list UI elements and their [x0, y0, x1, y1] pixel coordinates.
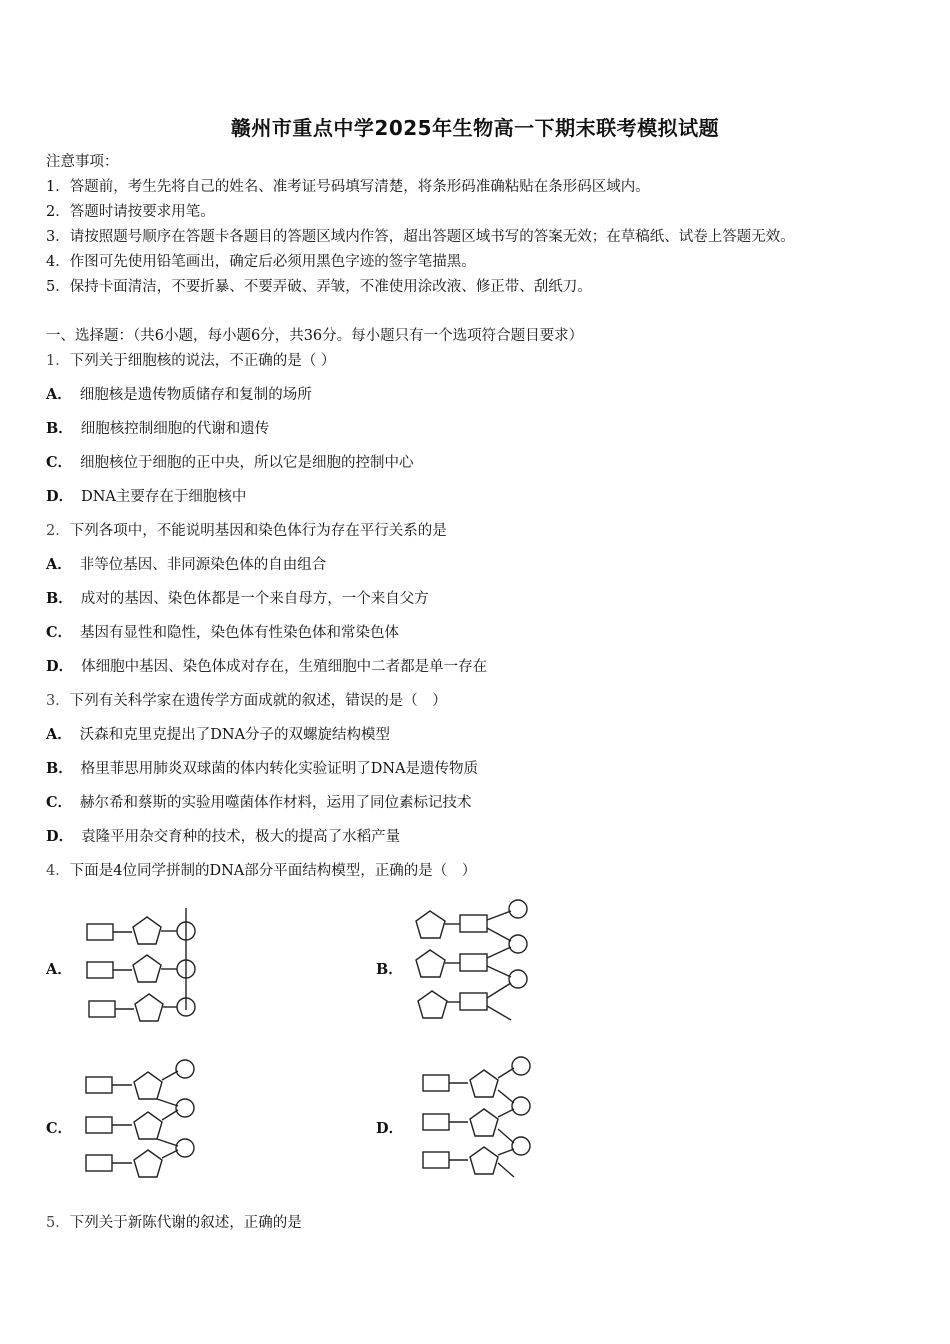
question-number: 3．	[46, 693, 70, 709]
question-3	[46, 691, 447, 711]
question-stem: 下面是4位同学拼制的DNA部分平面结构模型，正确的是（ ）	[69, 863, 477, 879]
question-stem: 下列各项中，不能说明基因和染色体行为存在平行关系的是	[69, 523, 447, 539]
option-label: D．	[46, 658, 74, 675]
dna-model-d	[420, 1055, 550, 1185]
option-label: B．	[46, 420, 73, 437]
option-2d	[46, 657, 487, 677]
option-3d	[46, 827, 400, 847]
figure-label-c: C．	[46, 1120, 73, 1137]
option-text: 细胞核位于细胞的正中央，所以它是细胞的控制中心	[80, 455, 414, 471]
option-text: 非等位基因、非同源染色体的自由组合	[79, 557, 327, 573]
note-item: 4．作图可先使用铅笔画出，确定后必须用黑色字迹的签字笔描黑。	[46, 254, 476, 270]
question-number: 1．	[46, 353, 70, 369]
option-label: C．	[46, 454, 73, 471]
dna-model-b	[410, 898, 540, 1028]
question-stem: 下列关于新陈代谢的叙述，正确的是	[69, 1215, 302, 1231]
figure-label-d: D．	[376, 1120, 404, 1137]
option-text: 基因有显性和隐性，染色体有性染色体和常染色体	[80, 625, 400, 641]
option-2c	[46, 623, 399, 643]
note-item: 5．保持卡面清洁，不要折暴、不要弄破、弄皱，不准使用涂改液、修正带、刮纸刀。	[46, 279, 592, 295]
question-4	[46, 861, 476, 881]
option-label: C．	[46, 624, 73, 641]
option-text: 袁隆平用杂交育种的技术，极大的提高了水稻产量	[81, 829, 401, 845]
option-label: B．	[46, 590, 73, 607]
figure-label-b: B．	[376, 961, 403, 978]
option-label: B．	[46, 760, 73, 777]
question-stem: 下列有关科学家在遗传学方面成就的叙述，错误的是（ ）	[69, 693, 447, 709]
option-text: 成对的基因、染色体都是一个来自母方，一个来自父方	[80, 591, 429, 607]
note-item: 3．请按照题号顺序在答题卡各题目的答题区域内作答，超出答题区域书写的答案无效；在草稿纸、试卷上答题无效。	[46, 229, 795, 245]
option-label: A．	[46, 726, 72, 743]
option-2a	[46, 555, 326, 575]
figure-label-a: A．	[46, 961, 72, 978]
option-3c	[46, 793, 472, 813]
question-stem: 下列关于细胞核的说法，不正确的是（ ）	[69, 353, 336, 369]
question-number: 4．	[46, 863, 70, 879]
option-text: 沃森和克里克提出了DNA分子的双螺旋结构模型	[79, 727, 391, 743]
option-text: 体细胞中基因、染色体成对存在，生殖细胞中二者都是单一存在	[81, 659, 488, 675]
option-2b	[46, 589, 429, 609]
option-1d	[46, 487, 246, 507]
option-1b	[46, 419, 269, 439]
question-1	[46, 351, 335, 371]
option-text: 细胞核控制细胞的代谢和遗传	[80, 421, 270, 437]
option-label: A．	[46, 556, 72, 573]
dna-model-c	[80, 1058, 210, 1188]
note-item: 2．答题时请按要求用笔。	[46, 204, 215, 220]
option-3a	[46, 725, 390, 745]
option-label: C．	[46, 794, 73, 811]
question-number: 5．	[46, 1215, 70, 1231]
option-3b	[46, 759, 478, 779]
notes-heading: 注意事项：	[46, 154, 119, 170]
section-heading: 一、选择题：（共6小题，每小题6分，共36分。每小题只有一个选项符合题目要求）	[46, 328, 584, 344]
question-5	[46, 1213, 302, 1233]
option-text: DNA主要存在于细胞核中	[81, 489, 247, 505]
option-label: D．	[46, 828, 74, 845]
page-title: 赣州市重点中学2025年生物高一下期末联考模拟试题	[230, 116, 720, 140]
question-number: 2．	[46, 523, 70, 539]
dna-model-a	[80, 900, 210, 1030]
option-1c	[46, 453, 414, 473]
note-item: 1．答题前，考生先将自己的姓名、准考证号码填写清楚，将条形码准确粘贴在条形码区域内。	[46, 179, 650, 195]
option-text: 格里菲思用肺炎双球菌的体内转化实验证明了DNA是遗传物质	[80, 761, 479, 777]
question-2	[46, 521, 447, 541]
option-1a	[46, 385, 312, 405]
option-text: 细胞核是遗传物质储存和复制的场所	[79, 387, 312, 403]
option-label: A．	[46, 386, 72, 403]
option-label: D．	[46, 488, 74, 505]
option-text: 赫尔希和蔡斯的实验用噬菌体作材料，运用了同位素标记技术	[80, 795, 472, 811]
